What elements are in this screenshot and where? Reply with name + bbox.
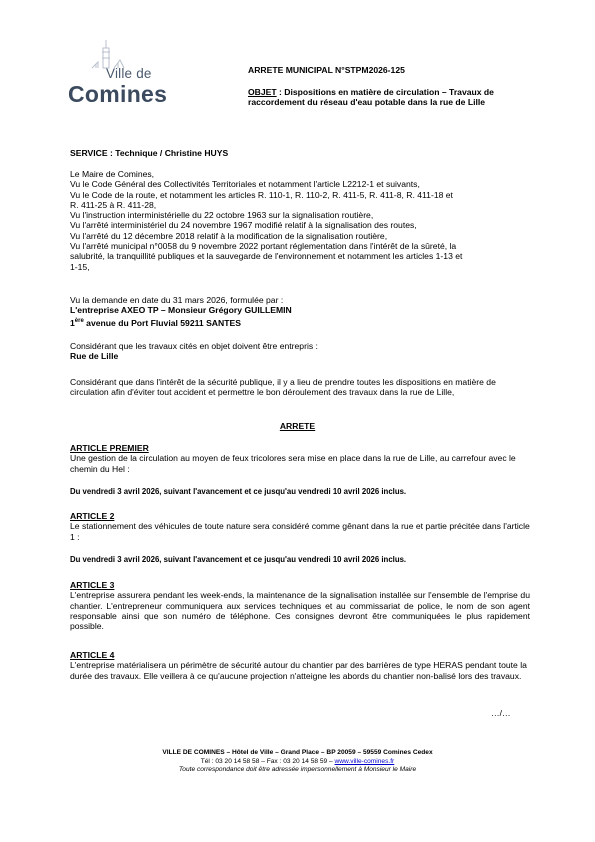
city-logo xyxy=(68,38,174,112)
address-superscript: ère xyxy=(74,317,84,324)
article-title: ARTICLE 2 xyxy=(70,511,115,521)
service-line: SERVICE : Technique / Christine HUYS xyxy=(70,148,229,158)
objet-text: : Dispositions en matière de circulation – Travaux de raccordement du réseau d'eau potable dans la rue de Lille xyxy=(248,87,494,108)
vu-line: 1-15, xyxy=(70,261,90,272)
continuation-mark: …/… xyxy=(491,708,511,718)
address-rest: avenue du Port Fluvial 59211 SANTES xyxy=(83,317,241,328)
article-date: Du vendredi 3 avril 2026, suivant l'avancement et ce jusqu'au vendredi 10 avril 2026 inclus. xyxy=(70,486,407,496)
footer xyxy=(0,749,595,775)
request-company: L'entreprise AXEO TP – Monsieur Grégory GUILLEMIN xyxy=(70,305,292,316)
article-date: Du vendredi 3 avril 2026, suivant l'avancement et ce jusqu'au vendredi 10 avril 2026 inclus. xyxy=(70,554,407,564)
considerant-text: Considérant que les travaux cités en objet doivent être entrepris : xyxy=(70,341,318,351)
logo-ville-text: Ville de xyxy=(106,66,152,81)
vu-line: Vu l'arrêté du 12 décembre 2018 relatif à la modification de la signalisation routière, xyxy=(70,230,388,241)
request-intro: Vu la demande en date du 31 mars 2026, formulée par : xyxy=(70,295,284,305)
vu-line: Vu le Code Général des Collectivités Territoriales et notamment l'article L2212-1 et suivants, xyxy=(70,179,420,190)
legal-references xyxy=(70,169,530,272)
footer-notice: Toute correspondance doit être adressée impersonnellement à Monsieur le Maire xyxy=(178,766,417,774)
article-title: ARTICLE PREMIER xyxy=(70,443,149,453)
article-title: ARTICLE 4 xyxy=(70,650,115,660)
footer-website-link[interactable]: www.ville-comines.fr xyxy=(334,757,395,765)
request-address xyxy=(70,316,530,328)
objet-block xyxy=(248,87,538,108)
article-title: ARTICLE 3 xyxy=(70,580,115,590)
article-premier xyxy=(70,443,530,497)
vu-line: Vu l'arrêté interministériel du 24 novembre 1967 modifié relatif à la signalisation des routes, xyxy=(70,220,417,231)
vu-line: Vu le Code de la route, et notamment les articles R. 110-1, R. 110-2, R. 411-5, R. 411-8, R. 411-18 et xyxy=(70,189,453,200)
vu-line: salubrité, la tranquillité publiques et la sauvegarde de l'environnement et notamment les articles 1-13 et xyxy=(70,251,463,262)
article-body: L'entreprise assurera pendant les week-ends, la maintenance de la signalisation installée sur l'ensemble de l'emprise du chantier. L'entrepreneur communiquera aux services techniques et au commissariat de police, le nom de son agent responsable ainsi que son numéro de téléphone. Ces consignes devront être communiquées le plus rapidement possible. xyxy=(70,590,530,632)
footer-contact xyxy=(0,758,595,767)
arrete-title: ARRETE xyxy=(279,421,316,431)
logo-comines-text: Comines xyxy=(68,81,168,107)
article-body: Une gestion de la circulation au moyen de feux tricolores sera mise en place dans la rue de Lille, au carrefour avec le chemin du Hel : xyxy=(70,453,516,474)
arrete-number: ARRETE MUNICIPAL N°STPM2026-125 xyxy=(248,65,405,75)
footer-address: VILLE DE COMINES – Hôtel de Ville – Grand Place – BP 20059 – 59559 Comines Cedex xyxy=(162,749,433,756)
article-body: Le stationnement des véhicules de toute nature sera considéré comme gênant dans la rue et partie précitée dans l'article 1 : xyxy=(70,521,530,542)
objet-label: OBJET xyxy=(248,87,277,97)
footer-phone-fax: Tél : 03 20 14 58 58 – Fax : 03 20 14 58 59 – xyxy=(200,757,335,765)
article-4 xyxy=(70,650,530,681)
request-block xyxy=(70,295,530,328)
considerant-location: Rue de Lille xyxy=(70,351,119,362)
article-2 xyxy=(70,511,530,565)
considerant-safety: Considérant que dans l'intérêt de la sécurité publique, il y a lieu de prendre toutes les dispositions en matière de circulation afin d'éviter tout accident et permettre le bon déroulement des travaux dans la rue de Lille, xyxy=(70,377,496,398)
vu-line: Le Maire de Comines, xyxy=(70,169,155,179)
article-3 xyxy=(70,580,530,631)
address-number: 1 xyxy=(70,317,75,328)
vu-line: R. 411-25 à R. 411-28, xyxy=(70,199,157,210)
article-body: L'entreprise matérialisera un périmètre de sécurité autour du chantier par des barrières de type HERAS pendant toute la durée des travaux. Elle veillera à ce qu'aucune projection n'atteigne les abords du chantier non-balisé lors des travaux. xyxy=(70,660,527,681)
vu-line: Vu l'arrêté municipal n°0058 du 9 novembre 2022 portant réglementation dans l'intérêt de la sûreté, la xyxy=(70,241,457,252)
vu-line: Vu l'instruction interministérielle du 22 octobre 1963 sur la signalisation routière, xyxy=(70,210,374,221)
considerant-block xyxy=(70,341,530,362)
